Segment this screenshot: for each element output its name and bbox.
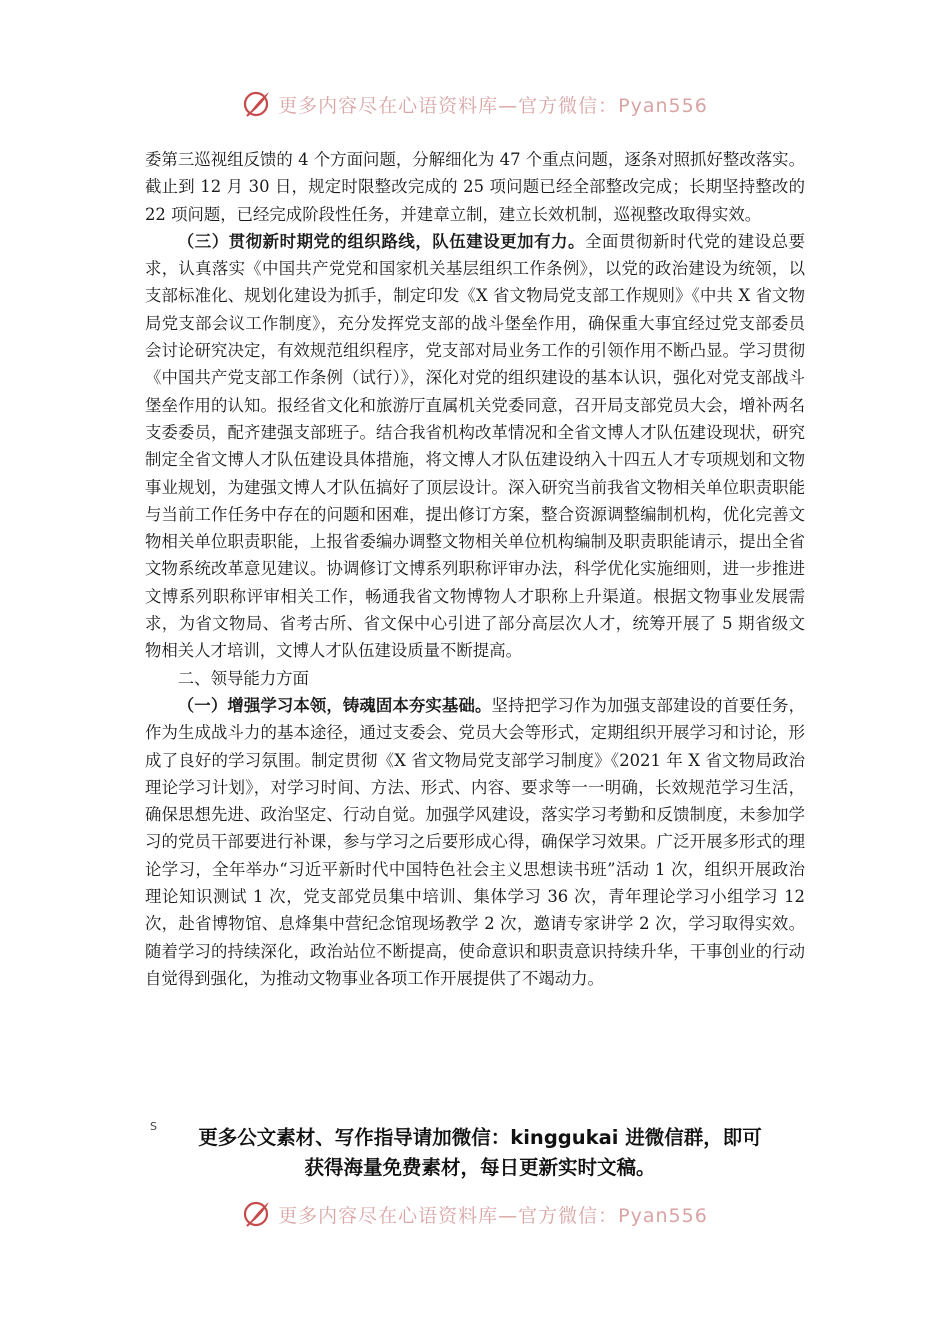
promo-line-1: 更多公文素材、写作指导请加微信：kinggukai 进微信群，即可 <box>198 1126 762 1149</box>
section-title: 二、领导能力方面 <box>177 668 309 688</box>
paragraph-continuation: 委第三巡视组反馈的 4 个方面问题，分解细化为 47 个重点问题，逐条对照抓好整改落实。截止到 12 月 30 日，规定时限整改完成的 25 项问题已经全部整改完成；长期坚持整改的 22 项问题，已经完成阶段性任务，并建章立制，建立长效机制，巡视整改取得实效。 <box>145 150 805 224</box>
watermark-text: 更多内容尽在心语资料库—官方微信：Pyan556 <box>278 94 708 117</box>
paragraph-organization <box>145 228 805 665</box>
paragraph-text: 坚持把学习作为加强支部建设的首要任务，作为生成战斗力的基本途径，通过支委会、党员大会等形式，定期组织开展学习和讨论，形成了良好的学习氛围。制定贯彻《X 省文物局党支部学习制度》《2021 年 X 省文物局政治理论学习计划》，对学习时间、方法、形式、内容、要求等一一明确，长效规范学习生活，确保思想先进、政治坚定、行动自觉。加强学风建设，落实学习考勤和反馈制度，未参加学习的党员干部要进行补课，参与学习之后要形成心得，确保学习效果。广泛开展多形式的理论学习，全年举办“习近平新时代中国特色社会主义思想读书班”活动 1 次，组织开展政治理论知识测试 1 次，党支部党员集中培训、集体学习 36 次，青年理论学习小组学习 12 次，赴省博物馆、息烽集中营纪念馆现场教学 2 次，邀请专家讲学 2 次，学习取得实效。随着学习的持续深化，政治站位不断提高，使命意识和职责意识持续升华，干事创业的行动自觉得到强化，为推动文物事业各项工作开展提供了不竭动力。 <box>145 695 806 988</box>
promo-line-2: 获得海量免费素材，每日更新实时文稿。 <box>304 1156 656 1179</box>
paragraph-heading: （三）贯彻新时期党的组织路线，队伍建设更加有力。 <box>177 231 586 251</box>
promo-mark: S <box>150 1120 157 1133</box>
document-body <box>145 146 805 992</box>
footer-watermark <box>0 1194 950 1234</box>
promo-banner <box>140 1123 820 1183</box>
paragraph-text: 全面贯彻新时代党的建设总要求，认真落实《中国共产党党和国家机关基层组织工作条例》，以党的政治建设为统领，以支部标准化、规划化建设为抓手，制定印发《X 省文物局党支部工作规则》《中共 X 省文物局党支部会议工作制度》，充分发挥党支部的战斗堡垒作用，确保重大事宜经过党支部委员会讨论研究决定，有效规范组织程序，党支部对局业务工作的引领作用不断凸显。学习贯彻《中国共产党支部工作条例（试行）》，深化对党的组织建设的基本认识，强化对党支部战斗堡垒作用的认知。报经省文化和旅游厅直属机关党委同意，召开局支部党员大会，增补两名支委委员，配齐建强支部班子。结合我省机构改革情况和全省文博人才队伍建设现状，研究制定全省文博人才队伍建设具体措施，将文博人才队伍建设纳入十四五人才专项规划和文物事业规划，为建强文博人才队伍搞好了顶层设计。深入研究当前我省文物相关单位职责职能与当前工作任务中存在的问题和困难，提出修订方案，整合资源调整编制机构，优化完善文物相关单位职责职能，上报省委编办调整文物相关单位机构编制及职责职能请示，提出全省文物系统改革意见建议。协调修订文博系列职称评审办法，科学优化实施细则，进一步推进文博系列职称评审相关工作，畅通我省文物博物人才职称上升渠道。根据文物事业发展需求，为省文物局、省考古所、省文保中心引进了部分高层次人才，统筹开展了 5 期省级文物相关人才培训，文博人才队伍建设质量不断提高。 <box>145 231 806 661</box>
quill-pen-logo-icon <box>242 1199 272 1229</box>
quill-pen-logo-icon <box>242 89 272 119</box>
paragraph-study <box>145 692 805 992</box>
watermark-text: 更多内容尽在心语资料库—官方微信：Pyan556 <box>278 1204 708 1227</box>
paragraph-heading: （一）增强学习本领，铸魂固本夯实基础。 <box>177 695 492 715</box>
header-watermark <box>0 84 950 124</box>
